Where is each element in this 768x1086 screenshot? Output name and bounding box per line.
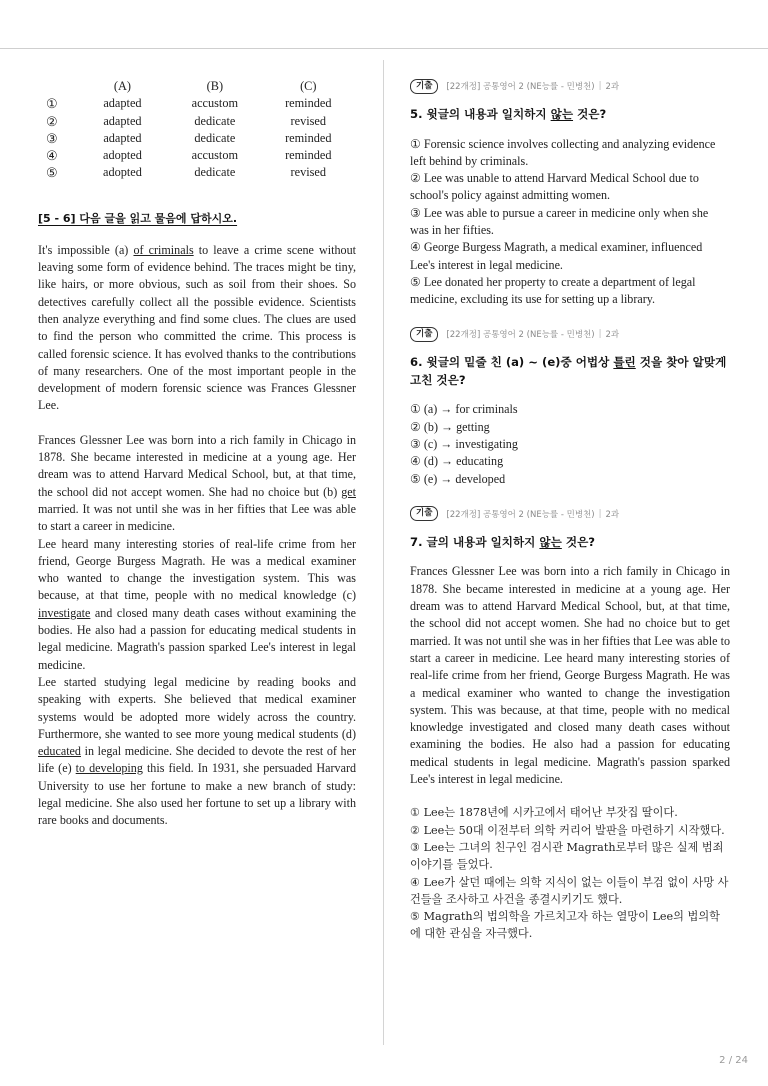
question-lesson: 2과 <box>605 509 620 520</box>
header-a: (A) <box>113 79 131 93</box>
right-column <box>410 78 730 961</box>
option-a: adapted <box>103 130 142 145</box>
underlined-b: get <box>341 484 356 499</box>
section-heading: [5 - 6] 다음 글을 읽고 물음에 답하시오. <box>38 211 238 225</box>
table-row <box>46 164 356 181</box>
answer-choice: ④ George Burgess Magrath, a medical examiner, influenced Lee's interest in legal medicine. <box>410 240 703 272</box>
underlined-a: of criminals <box>133 242 194 257</box>
exam-tag-badge: 기출 <box>410 327 438 342</box>
page-number: 2 / 24 <box>719 1055 748 1066</box>
option-number: ④ <box>46 148 58 164</box>
option-c: revised <box>290 113 327 128</box>
question-meta <box>410 326 730 342</box>
option-c: reminded <box>285 130 332 145</box>
answer-choice: ① Lee는 1878년에 시카고에서 태어난 부잣집 딸이다. <box>410 806 678 820</box>
exam-tag-badge: 기출 <box>410 79 438 94</box>
answer-choice: ② Lee was unable to attend Harvard Medical School due to school's policy against admitting women. <box>410 171 699 203</box>
underlined-e: to developing <box>75 761 143 776</box>
option-b: accustom <box>191 96 239 111</box>
answer-choice: ① (a) → for criminals <box>410 402 518 417</box>
option-b: dedicate <box>194 130 236 145</box>
passage-paragraph: Lee started studying legal medicine by reading books and speaking with experts. She believed that medical examiner systems would be adopted more widely across the country. Furthermore, she wanted to see more young medical students (d) educated in legal medicine. She decided to devote the rest of her life (e) to developing this field. In 1931, she persuaded Harvard University to use her fortune to make a new branch of study: legal medicine. She also used her fortune to set up a library with rare books and documents. <box>38 674 357 828</box>
question-6 <box>410 326 730 487</box>
table-row <box>46 130 356 147</box>
question-7 <box>410 506 730 943</box>
question-meta <box>410 506 730 522</box>
header-b: (B) <box>206 79 224 93</box>
answer-choice: ③ Lee was able to pursue a career in medicine only when she was in her fifties. <box>410 205 709 237</box>
header-c: (C) <box>300 79 317 93</box>
option-number: ① <box>46 96 58 112</box>
answer-options-table <box>46 78 356 182</box>
question-source: [22개정] 공통영어 2 (NE능률 - 민병천) <box>446 509 595 520</box>
question-lesson: 2과 <box>605 330 620 341</box>
question-passage: Frances Glessner Lee was born into a rich family in Chicago in 1878. She became interested in medicine at a young age. Her dream was to attend Harvard Medical School, but, at that time, the school did not accept women. She had no choice but to get married. It was not until she was in her fifties that Lee was able to start a career in medicine. Lee heard many interesting stories of real-life crime from her friend, George Burgess Magrath. He was a medical examiner who wanted to change the investigation system. This was because, at that time, people with no medical knowledge investigated and closed many death cases without examining the bodies. He also had a passion for educating medical students in legal medicine. Magrath's passion sparked Lee's interest in legal medicine. <box>410 564 730 787</box>
answer-choice: ④ (d) → educating <box>410 454 504 469</box>
exam-tag-badge: 기출 <box>410 506 438 521</box>
option-b: dedicate <box>194 113 236 128</box>
answer-choice: ⑤ (e) → developed <box>410 471 506 486</box>
options-header-row <box>46 78 356 95</box>
question-meta <box>410 78 730 94</box>
option-c: reminded <box>285 148 332 163</box>
question-source: [22개정] 공통영어 2 (NE능률 - 민병천) <box>446 82 595 92</box>
header-rule <box>0 48 768 49</box>
answer-choice: ③ (c) → investigating <box>410 437 518 452</box>
answer-choice: ⑤ Magrath의 법의학을 가르치고자 하는 열망이 Lee의 법의학에 대한 관심을 자극했다. <box>410 910 720 941</box>
option-c: reminded <box>285 96 332 111</box>
answer-choice: ⑤ Lee donated her property to create a department of legal medicine, excluding its use for setting up a library. <box>410 274 696 307</box>
left-column <box>38 78 356 830</box>
answer-choice: ④ Lee가 살던 때에는 의학 지식이 없는 이들이 부검 없이 사망 사건들을 조사하고 사건을 종결시키기도 했다. <box>410 875 729 906</box>
option-number: ③ <box>46 130 58 146</box>
table-row <box>46 113 356 130</box>
meta-separator: | <box>598 508 602 519</box>
question-title: 6. 윗글의 밑줄 친 (a) ~ (e)중 어법상 틀린 것을 찾아 알맞게 고친 것은? <box>410 355 727 387</box>
reading-passage <box>38 242 356 830</box>
answer-choice: ① Forensic science involves collecting and analyzing evidence left behind by criminals. <box>410 136 716 168</box>
underlined-d: educated <box>38 744 81 759</box>
option-a: adapted <box>103 96 142 111</box>
passage-paragraph: It's impossible (a) of criminals to leave a crime scene without leaving some form of evidence behind. The traces might be tiny, like hairs, or more obvious, such as soil from their shoes. So detectives carefully collect all the possible evidence. Scientists then analyze everything and find some clues. The clues are used to find the person who committed the crime. This process is called forensic science. It has evolved thanks to the contributions of many researchers. One of the most important people in the development of modern forensic science was Frances Glessner Lee. <box>38 242 356 413</box>
meta-separator: | <box>598 329 602 340</box>
underlined-c: investigate <box>38 605 91 620</box>
question-title: 7. 글의 내용과 일치하지 않는 것은? <box>410 534 595 549</box>
option-b: dedicate <box>194 165 236 180</box>
option-b: accustom <box>191 148 239 163</box>
answer-choice: ② Lee는 50대 이전부터 의학 커리어 발판을 마련하기 시작했다. <box>410 823 725 837</box>
option-a: adapted <box>103 113 142 128</box>
meta-separator: | <box>598 81 602 91</box>
option-a: adopted <box>102 148 142 163</box>
answer-choice: ③ Lee는 그녀의 친구인 검시관 Magrath로부터 많은 실제 범죄 이야기를 들었다. <box>410 840 724 872</box>
passage-paragraph: Lee heard many interesting stories of real-life crime from her friend, George Burgess Magrath. He was a medical examiner who wanted to change the investigation system. This was because, at that time, people with no medical knowledge (c) investigate and closed many death cases without examining the bodies. He also had a passion for educating medical students in legal medicine. Magrath's passion sparked Lee's interest in legal medicine. <box>38 536 356 672</box>
table-row <box>46 95 356 112</box>
option-a: adopted <box>102 165 142 180</box>
question-5 <box>410 78 730 308</box>
question-source: [22개정] 공통영어 2 (NE능률 - 민병천) <box>446 330 595 341</box>
question-title: 5. 윗글의 내용과 일치하지 않는 것은? <box>410 107 607 121</box>
option-number: ⑤ <box>46 165 58 181</box>
column-divider <box>383 60 384 1045</box>
option-number: ② <box>46 113 58 129</box>
answer-choice: ② (b) → getting <box>410 419 490 434</box>
option-c: revised <box>290 165 327 180</box>
passage-paragraph: Frances Glessner Lee was born into a rich family in Chicago in 1878. She became interested in medicine at a young age. Her dream was to attend Harvard Medical School, but, at that time, the school did not accept women. She had no choice but (b) get married. It was not until she was in her fifties that Lee was able to start a career in medicine. <box>38 432 356 534</box>
question-lesson: 2과 <box>605 82 620 92</box>
table-row <box>46 147 356 164</box>
